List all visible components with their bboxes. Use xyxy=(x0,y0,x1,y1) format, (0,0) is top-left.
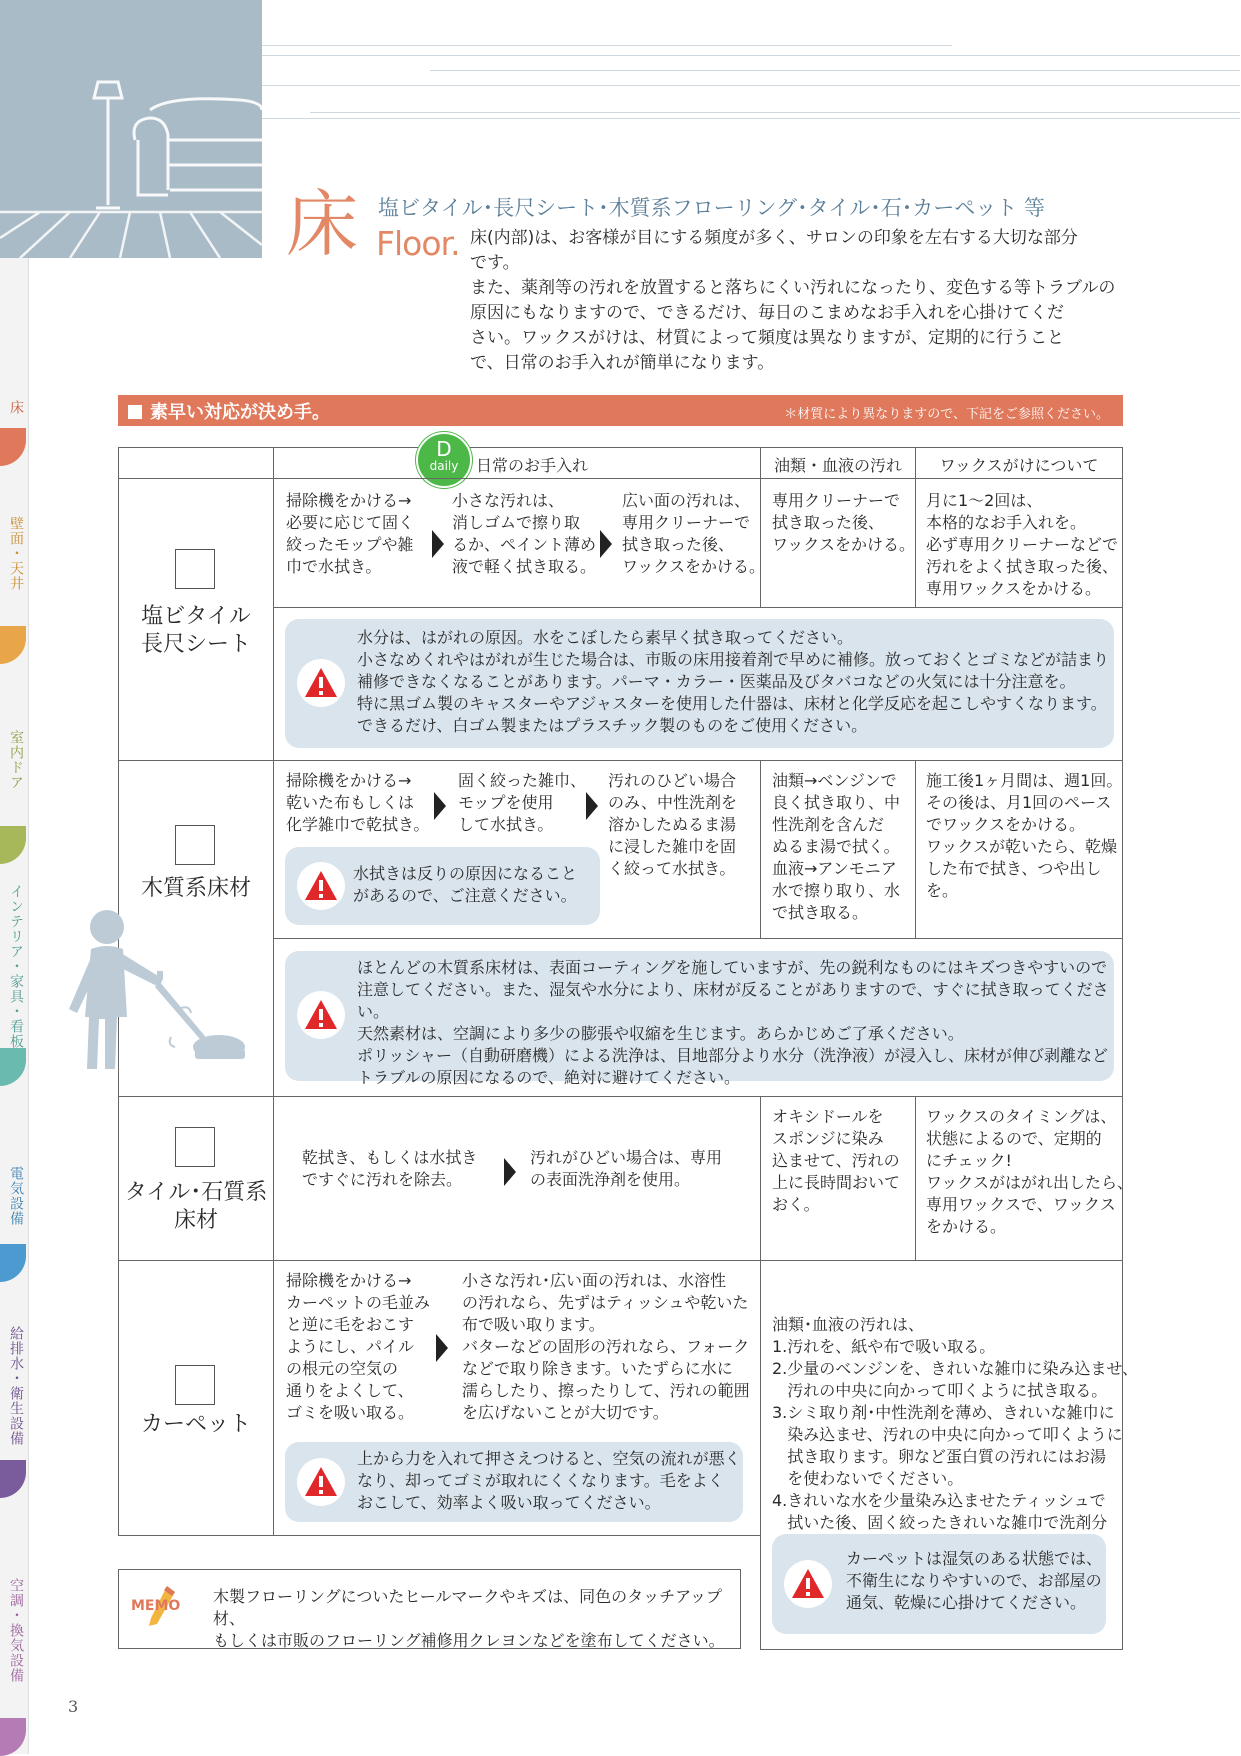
vinyl-step-1: 掃除機をかける→ 必要に応じて固く 絞ったモップや雑 巾で水拭き。 xyxy=(286,491,415,576)
tab-label: 室内ドア xyxy=(8,730,24,790)
vinyl-wax-text: 月に1～2回は、 本格的なお手入れを。 必ず専用クリーナーなどで 汚れをよく拭き取った後、 専用ワックスをかける。 xyxy=(926,491,1119,598)
warning-icon xyxy=(297,659,345,707)
header-rule xyxy=(262,45,952,46)
tab-label: インテリア・家具・看板 xyxy=(8,884,24,1049)
tab-floor[interactable] xyxy=(0,258,28,466)
memo-badge: MEMO xyxy=(131,1598,181,1614)
header-rule xyxy=(262,85,1240,86)
category-label: カーペット xyxy=(140,1412,251,1437)
tab-label: 空調・換気設備 xyxy=(8,1578,24,1683)
checkbox[interactable] xyxy=(175,1127,215,1167)
daily-badge-letter: D xyxy=(436,437,452,461)
vinyl-step-2: 小さな汚れは、 消しゴムで擦り取 るか、ペイント薄め 液で軽く拭き取る。 xyxy=(452,491,597,576)
checkbox[interactable] xyxy=(175,825,215,865)
arrow-right-icon xyxy=(434,792,446,820)
carpet-small-warning xyxy=(285,1442,743,1522)
category-label: 木質系床材 xyxy=(140,876,251,901)
row-tile-category xyxy=(118,1096,274,1261)
carpet-oil-warning xyxy=(772,1534,1106,1634)
tab-cap xyxy=(0,1244,26,1282)
tile-wax-text: ワックスのタイミングは、 状態によるので、定期的 にチェック! ワックスがはがれ出したら、 専用ワックスで、ワックス をかける。 xyxy=(926,1107,1134,1236)
wood-wax-text: 施工後1ヶ月間は、週1回。 その後は、月1回のペース でワックスをかける。 ワックスが乾いたら、乾燥 した布で拭き、つや出し を。 xyxy=(926,771,1123,900)
sofa-lamp-illustration xyxy=(0,0,262,258)
arrow-right-icon xyxy=(586,792,598,820)
tab-cap xyxy=(0,626,26,664)
tile-oil-text: オキシドールを スポンジに染み 込ませて、汚れの 上に長時間おいて おく。 xyxy=(772,1107,901,1214)
warning-text: 上から力を入れて押さえつけると、空気の流れが悪く なり、却ってゴミが取れにくくなります。毛をよく おこして、効率よく吸い取ってください。 xyxy=(357,1449,741,1512)
warning-icon xyxy=(784,1560,832,1608)
tab-label: 壁面・天井 xyxy=(8,516,24,591)
memo-pencil-icon xyxy=(131,1592,191,1632)
intro-line: です。 xyxy=(470,253,520,273)
intro-line: さい。ワックスがけは、材質によって頻度は異なりますが、定期的に行うこと xyxy=(470,328,1064,348)
warning-icon xyxy=(297,1458,345,1506)
header-daily xyxy=(273,447,761,479)
warning-icon xyxy=(297,862,345,910)
row-carpet-category xyxy=(118,1260,274,1536)
tab-interior-furniture[interactable] xyxy=(0,866,28,1086)
tab-label: 床 xyxy=(8,400,24,415)
wood-step-1: 掃除機をかける→ 乾いた布もしくは 化学雑巾で乾拭き。 xyxy=(286,771,430,834)
tab-cap xyxy=(0,1460,26,1498)
tab-wall-ceiling[interactable] xyxy=(0,466,28,666)
warning-text: ほとんどの木質系床材は、表面コーティングを施していますが、先の鋭利なものにはキズつきやすいので 注意してください。また、湿気や水分により、床材が反ることがありますので、すぐに拭き取ってください。 天然素材は、空調により多少の膨張や収縮を生じます。あらかじめご了承ください。 ポリッシャー（自動研磨機）による洗浄は、目地部分より水分（洗浄液）が浸入し、床材が伸び剥離など トラブルの原因になるので、絶対に避けてください。 xyxy=(357,958,1109,1087)
intro-line: で、日常のお手入れが簡単になります。 xyxy=(470,353,775,373)
memo-box xyxy=(118,1569,741,1649)
intro-text xyxy=(470,226,1130,376)
banner-title xyxy=(128,398,330,424)
warning-text: カーペットは湿気のある状態では、 不衛生になりやすいので、お部屋の 通気、乾燥に心掛けてください。 xyxy=(846,1549,1103,1612)
warning-icon xyxy=(297,991,345,1039)
title-kanji: 床 xyxy=(286,182,359,266)
category-label: 塩ビタイル 長尺シート xyxy=(140,604,251,657)
tab-cap xyxy=(0,1048,26,1086)
header-rule xyxy=(262,118,1240,119)
header-rule xyxy=(262,55,1240,56)
header-rule xyxy=(430,70,1240,71)
tile-step-1: 乾拭き、もしくは水拭き ですぐに汚れを除去。 xyxy=(302,1148,478,1189)
warning-text: 水分は、はがれの原因。水をこぼしたら素早く拭き取ってください。 小さなめくれやはがれが生じた場合は、市販の床用接着剤で早めに補修。放っておくとゴミなどが詰まり 補修できなくなることがあります。パーマ・カラー・医薬品及びタバコなどの火気には十分注意を。 特に黒ゴム製のキャスターやアジャスターを使用した什器は、床材と化学反応を起こしやすくなります。 できるだけ、白ゴム製またはプラスチック製のものをご使用ください。 xyxy=(357,628,1110,735)
carpet-step-2: 小さな汚れ･広い面の汚れは、水溶性 の汚れなら、先ずはティッシュや乾いた 布で吸い取ります。 バターなどの固形の汚れなら、フォーク などで取り除きます。いたずらに水に 濡らしたり、擦ったりして、汚れの範囲 を広げないことが大切です。 xyxy=(462,1271,750,1422)
header-rule xyxy=(310,112,1240,113)
header-oil xyxy=(760,447,916,479)
header-wax-label: ワックスがけについて xyxy=(939,456,1099,475)
wood-oil-text: 油類→ベンジンで 良く拭き取り、中 性洗剤を含んだ ぬるま湯で拭く。 血液→アンモニア 水で擦り取り、水 で拭き取る。 xyxy=(772,771,901,922)
tab-hvac[interactable] xyxy=(0,1508,28,1754)
intro-line: 原因にもなりますので、できるだけ、毎日のこまめなお手入れを心掛けてくだ xyxy=(470,303,1064,323)
vinyl-warning xyxy=(285,619,1114,748)
tab-plumbing[interactable] xyxy=(0,1286,28,1508)
intro-line: また、薬剤等の汚れを放置すると落ちにくい汚れになったり、変色する等トラブルの xyxy=(470,278,1116,298)
polisher-person-illustration xyxy=(59,909,259,1079)
banner-title-text: 素早い対応が決め手。 xyxy=(150,402,330,423)
tab-cap xyxy=(0,826,26,864)
wood-step-3: 汚れのひどい場合 のみ、中性洗剤を 溶かしたぬるま湯 に浸した雑巾を固 く絞って水拭き。 xyxy=(608,771,737,878)
warning-text: 水拭きは反りの原因になること があるので、ご注意ください。 xyxy=(353,864,578,905)
materials-list: 塩ビタイル･長尺シート･木質系フローリング･タイル･石･カーペット 等 xyxy=(378,196,1045,220)
vinyl-oil-text: 専用クリーナーで 拭き取った後、 ワックスをかける。 xyxy=(772,491,916,554)
checkbox[interactable] xyxy=(175,1365,215,1405)
row-vinyl-category xyxy=(118,478,274,761)
tab-interior-door[interactable] xyxy=(0,666,28,866)
page-number: 3 xyxy=(68,1697,79,1716)
section-tabs xyxy=(0,258,29,1754)
tab-label: 電気設備 xyxy=(8,1166,24,1226)
tile-step-2: 汚れがひどい場合は、専用 の表面洗浄剤を使用。 xyxy=(530,1148,723,1189)
tab-cap xyxy=(0,1718,26,1756)
row-wood-category xyxy=(118,760,274,1097)
tab-cap xyxy=(0,428,26,466)
carpet-step-1: 掃除機をかける→ カーペットの毛並み と逆に毛をおこす ようにし、パイル の根元の空気の 通りをよくして、 ゴミを吸い取る。 xyxy=(286,1271,431,1422)
arrow-right-icon xyxy=(436,1334,448,1362)
header-oil-label: 油類・血液の汚れ xyxy=(773,456,902,475)
intro-line: 床(内部)は、お客様が目にする頻度が多く、サロンの印象を左右する大切な部分 xyxy=(470,228,1078,248)
title-english: Floor. xyxy=(376,224,460,263)
vinyl-step-3: 広い面の汚れは、 専用クリーナーで 拭き取った後、 ワックスをかける。 xyxy=(622,491,766,576)
wood-warning xyxy=(285,951,1114,1087)
checkbox[interactable] xyxy=(175,549,215,589)
header-daily-label: 日常のお手入れ xyxy=(476,456,589,475)
arrow-right-icon xyxy=(432,530,444,558)
section-banner xyxy=(118,395,1123,426)
wood-small-warning xyxy=(285,847,600,925)
banner-note: ＊材質により異なりますので、下記をご参照ください。 xyxy=(784,407,1109,422)
category-label: タイル･石質系 床材 xyxy=(124,1180,268,1233)
wood-step-2: 固く絞った雑巾、 モップを使用 して水拭き。 xyxy=(458,771,587,834)
daily-badge-word: daily xyxy=(429,459,459,473)
tab-label: 給排水・衛生設備 xyxy=(8,1326,24,1446)
header-empty xyxy=(118,447,274,479)
carpet-oil-text: 油類･血液の汚れは、 1.汚れを、紙や布で吸い取る。 2.少量のベンジンを、きれいな雑巾に染み込ませ、 汚れの中央に向かって叩くように拭き取る。 3.シミ取り剤･中性洗剤を薄め、きれいな雑巾に 染み込ませ、汚れの中央に向かって叩くように 拭き取ります。卵など蛋白質の汚れにはお湯 を使わないでください。 4.きれいな水を少量染み込ませたティッシュで 拭いた後、固く絞ったきれいな雑巾で洗剤分 xyxy=(772,1315,1138,1532)
memo-text: 木製フローリングについたヒールマークやキズは、同色のタッチアップ材、 もしくは市販のフローリング補修用クレヨンなどを塗布してください。 xyxy=(213,1587,725,1650)
header-wax xyxy=(915,447,1123,479)
arrow-right-icon xyxy=(504,1158,516,1186)
square-icon xyxy=(128,405,142,419)
arrow-right-icon xyxy=(600,530,612,558)
tab-electrical[interactable] xyxy=(0,1086,28,1286)
hero-illustration xyxy=(0,0,262,258)
